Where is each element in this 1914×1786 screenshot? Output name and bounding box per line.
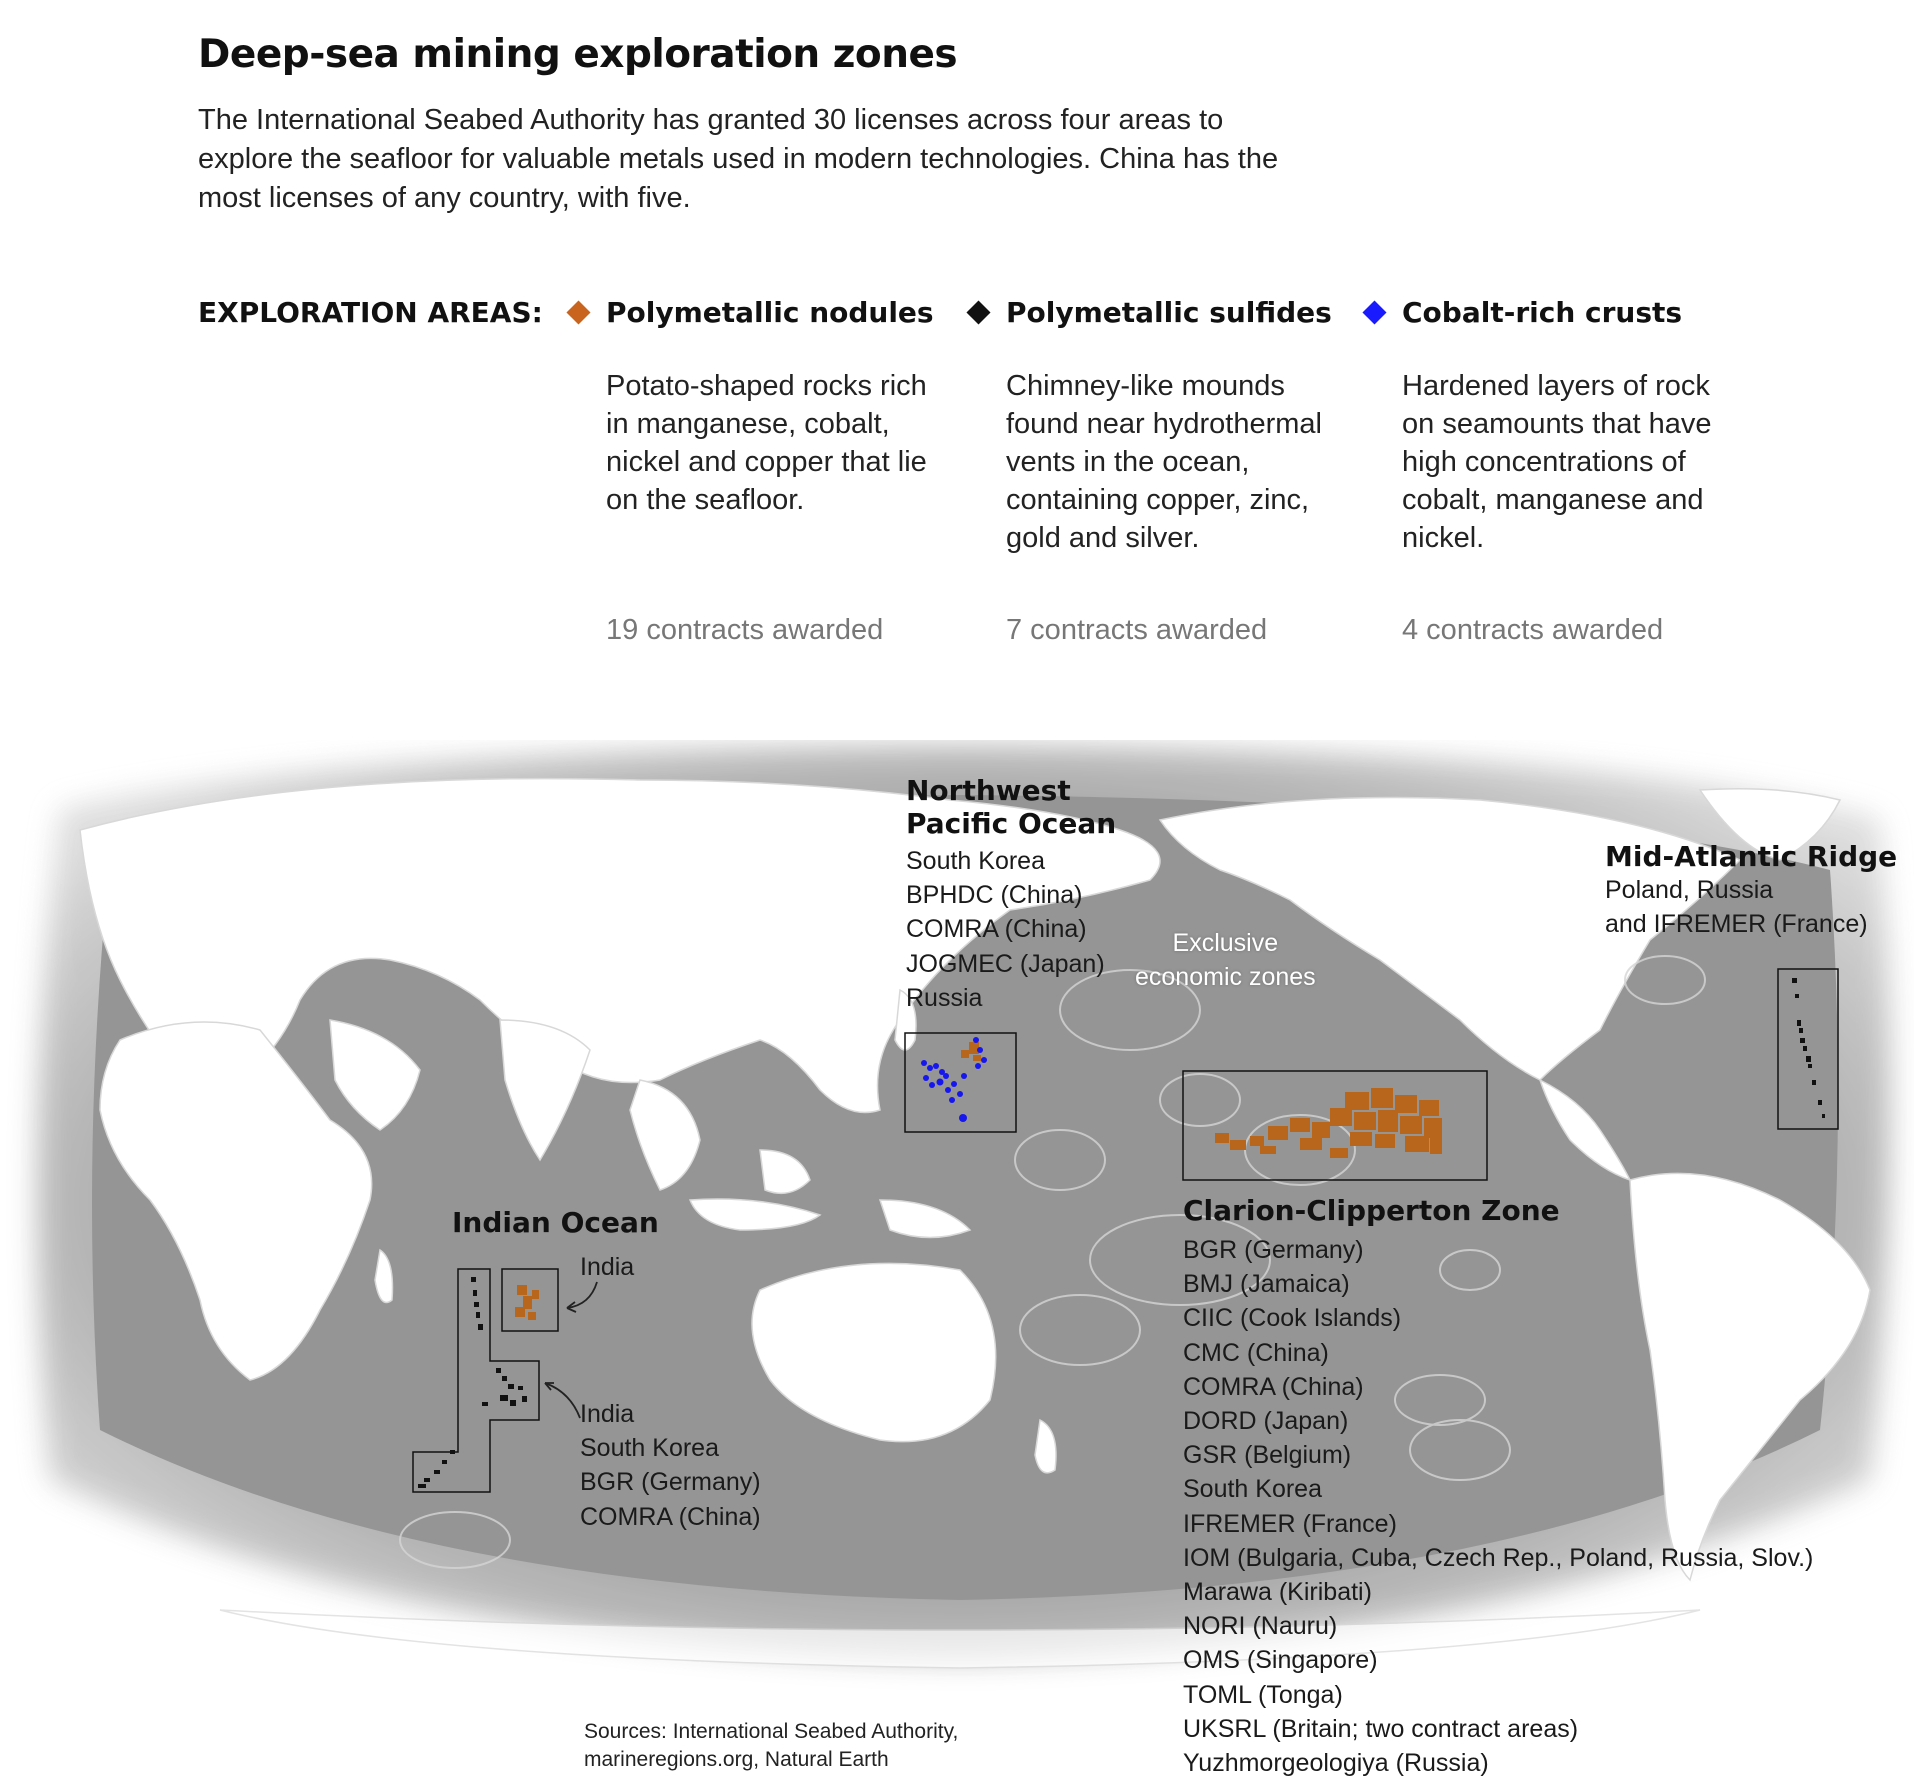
diamond-marker-icon	[966, 300, 990, 324]
legend-item-count: 4 contracts awarded	[1402, 614, 1664, 646]
contractor-name: GSR (Belgium)	[1183, 1441, 1352, 1470]
contractor-name: South Korea	[580, 1434, 719, 1463]
contractor-name: Poland, Russia	[1605, 876, 1774, 904]
region-title: Mid-Atlantic Ridge	[1605, 840, 1898, 873]
sources-line: Sources: International Seabed Authority,	[584, 1720, 959, 1743]
ccz-label	[1183, 1194, 1813, 1780]
contractor-name: India	[580, 1253, 635, 1281]
sources-line: marineregions.org, Natural Earth	[584, 1748, 889, 1771]
eez-label-line: Exclusive	[1172, 929, 1279, 957]
sources-note	[584, 1718, 958, 1774]
mid-atlantic-label	[1605, 840, 1897, 941]
contractor-name: IOM (Bulgaria, Cuba, Czech Rep., Poland, Russia, Slov.)	[1183, 1543, 1814, 1572]
contractor-name: and IFREMER (France)	[1605, 910, 1868, 939]
contractor-name: South Korea	[1183, 1475, 1322, 1504]
legend-item-description: Hardened layers of rock on seamounts that have high concentrations of cobalt, manganese and nickel.	[1402, 370, 1712, 554]
eez-label-line: economic zones	[1135, 963, 1316, 991]
legend-item-count: 19 contracts awarded	[606, 614, 884, 646]
contractor-name: CMC (China)	[1183, 1338, 1329, 1367]
contractor-name: NORI (Nauru)	[1183, 1612, 1338, 1641]
region-title: Clarion-Clipperton Zone	[1183, 1194, 1560, 1227]
contractor-name: India	[580, 1400, 635, 1428]
contractor-name: BGR (Germany)	[580, 1468, 761, 1497]
indian-ocean-nodule-contractor	[580, 1250, 634, 1284]
contractor-name: Marawa (Kiribati)	[1183, 1578, 1372, 1607]
legend-item-name: Polymetallic nodules	[606, 296, 934, 329]
contractor-name: IFREMER (France)	[1183, 1509, 1397, 1538]
contractor-name: Yuzhmorgeologiya (Russia)	[1183, 1749, 1489, 1778]
contractor-name: COMRA (China)	[580, 1502, 761, 1531]
contractor-name: South Korea	[906, 847, 1045, 875]
contractor-list	[580, 1397, 761, 1534]
contractor-list	[1605, 873, 1897, 941]
nw-pacific-label	[906, 774, 1116, 1015]
legend-item-crusts	[1402, 296, 1762, 646]
subtitle: The International Seabed Authority has granted 30 licenses across four areas to explore the seafloor for valuable metals used in modern technologies. China has the most licenses of any country, with five.	[198, 104, 1279, 214]
legend-item-sulfides	[1006, 296, 1366, 646]
contractor-name: COMRA (China)	[1183, 1372, 1364, 1401]
region-title: Pacific Ocean	[906, 807, 1117, 840]
contractor-name: COMRA (China)	[906, 915, 1087, 944]
contractor-name: BPHDC (China)	[906, 881, 1083, 910]
contractor-name: JOGMEC (Japan)	[906, 949, 1105, 978]
contractor-name: OMS (Singapore)	[1183, 1646, 1378, 1675]
contractor-name: BGR (Germany)	[1183, 1236, 1364, 1264]
legend-heading: EXPLORATION AREAS:	[198, 296, 543, 329]
legend-item-name: Cobalt-rich crusts	[1402, 296, 1683, 329]
diamond-marker-icon	[566, 300, 590, 324]
page-title: Deep-sea mining exploration zones	[198, 32, 958, 77]
world-map	[0, 740, 1914, 1786]
contractor-name: CIIC (Cook Islands)	[1183, 1304, 1402, 1333]
diamond-marker-icon	[1362, 300, 1386, 324]
contractor-name: TOML (Tonga)	[1183, 1680, 1343, 1709]
contractor-name: UKSRL (Britain; two contract areas)	[1183, 1714, 1579, 1743]
contractor-name: BMJ (Jamaica)	[1183, 1270, 1350, 1299]
contractor-list	[1183, 1233, 1813, 1780]
contractor-list	[906, 844, 1116, 1015]
eez-label	[1135, 926, 1316, 994]
indian-ocean-label	[452, 1206, 659, 1239]
region-title: Northwest	[906, 774, 1071, 807]
legend-item-name: Polymetallic sulfides	[1006, 296, 1332, 329]
legend-item-count: 7 contracts awarded	[1006, 614, 1268, 646]
legend-item-description: Potato-shaped rocks rich in manganese, cobalt, nickel and copper that lie on the seafloor.	[606, 370, 927, 516]
legend-item-description: Chimney-like mounds found near hydrothermal vents in the ocean, containing copper, zinc, gold and silver.	[1006, 370, 1322, 554]
legend-item-nodules	[606, 296, 966, 646]
contractor-name: DORD (Japan)	[1183, 1407, 1349, 1436]
contractor-name: Russia	[906, 983, 983, 1012]
region-title: Indian Ocean	[452, 1206, 659, 1239]
